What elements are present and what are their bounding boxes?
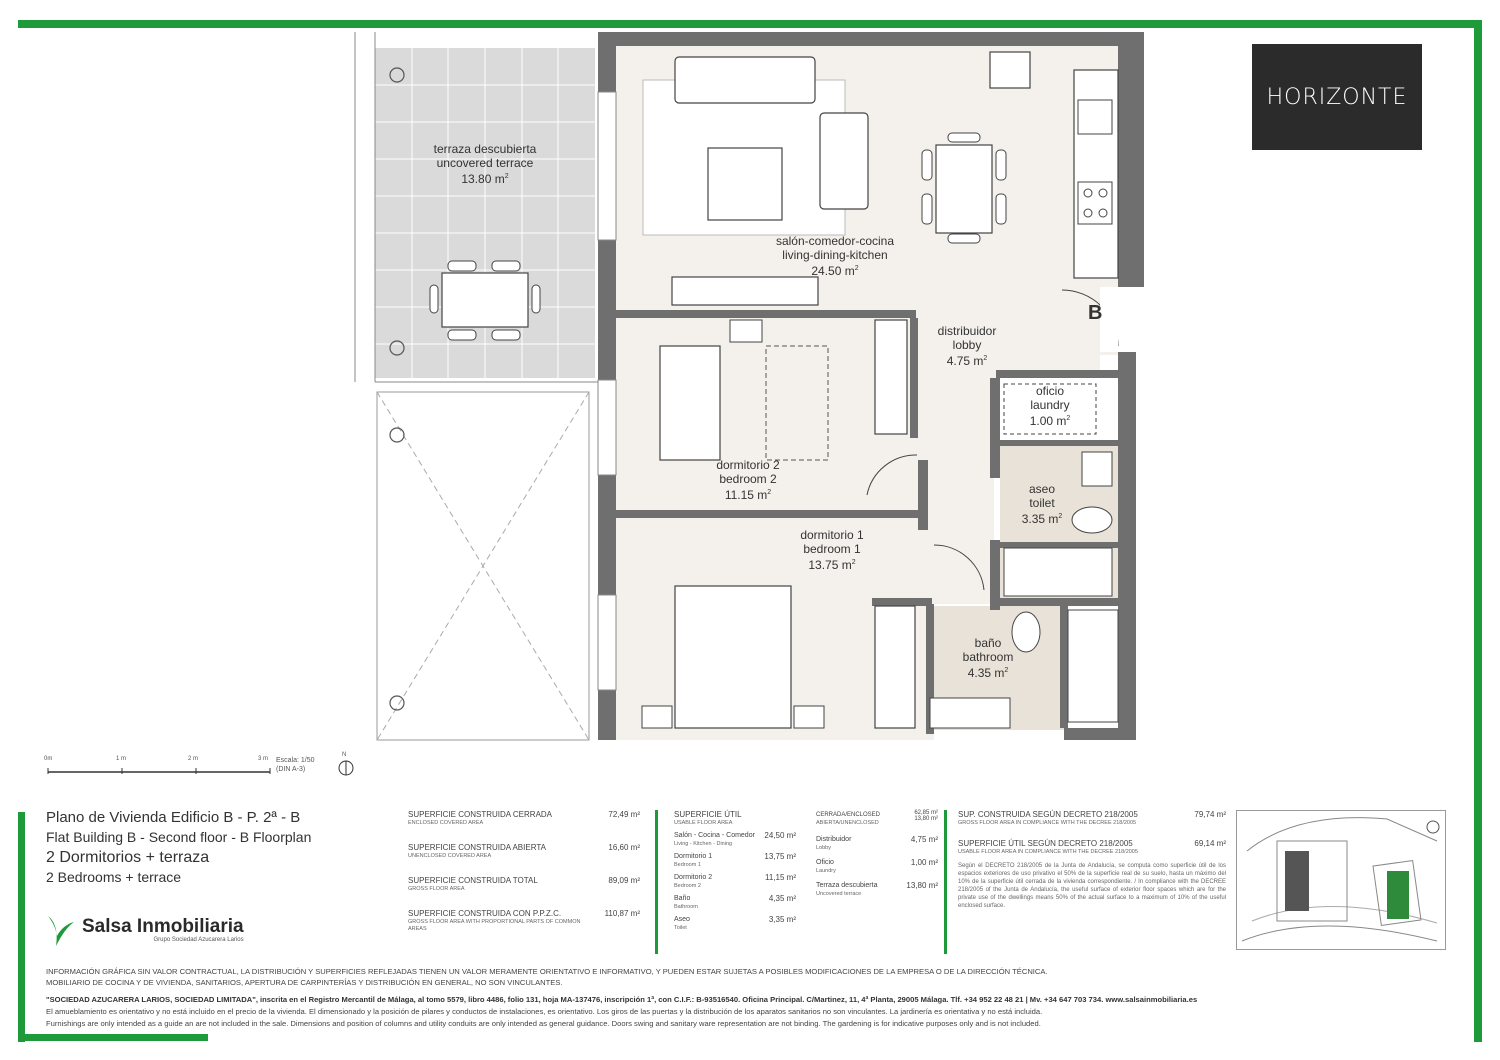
divider [655,810,658,954]
wardrobe-1 [875,606,915,728]
nightstand [794,706,824,728]
bathroom-vanity [930,698,1010,728]
company-info: "SOCIEDAD AZUCARERA LARIOS, SOCIEDAD LIMITADA", inscrita en el Registro Mercantil de Málaga, al tomo 5579, libro 4486, folio 131, hoja MA-137476, inscripción 1ª, con C.I.F.: B-93516540. Oficina Principal. C/Martinez, 11, 4ª Planta, 29005 Málaga. Tlf. +34 952 22 48 21 | Mv. +34 647 703 734. www.salsainmobiliaria.es [46,995,1198,1004]
horizonte-logo: HORIZONTE [1252,44,1422,150]
lobby-label: distribuidor lobby 4.75 $m^2$ [937,324,997,368]
coffee-table [708,148,782,220]
bathroom-label: baño bathroom 4.35 $m^2$ [962,636,1014,680]
shower-tray [1004,548,1112,596]
building-a [1285,851,1309,911]
divider [944,810,947,954]
toilet-bowl-icon [1072,507,1112,533]
sofa [675,57,815,103]
disclaimer-line: MOBILIARIO DE COCINA Y DE VIVIENDA, SANITARIOS, APERTURA DE CARPINTERÍAS Y DISTRIBUCIÓN EN GENERAL, NO SON VINCULANTES. [46,978,563,987]
company-brand: Salsa Inmobiliaria Grupo Sociedad Azucarera Larios [42,912,244,948]
title-block: Plano de Vivienda Edificio B - P. 2ª - B Flat Building B - Second floor - B Floorplan 2 Dormitorios + terraza 2 Bedrooms + terrace [46,809,312,885]
north-arrow-icon [1427,821,1439,833]
entrance-opening [1100,287,1118,352]
windows [598,92,616,690]
disclaimer-line: El amueblamiento es orientativo y no está incluido en el precio de la vivienda. El dimensionado y la posición de pilares y conductos de instalaciones, es orientativo. Los giros de las puertas y la distribución de los aparatos sanitarios no son vinculantes. La jardinería es orientativa y no está incluida. [46,1007,1043,1016]
toilet-label: aseo toilet 3.35 $m^2$ [1021,482,1063,526]
toilet-sink-icon [1082,452,1112,486]
sideboard [672,277,818,305]
living-label: salón-comedor-cocina living-dining-kitchen 24.50 $m^2$ [775,234,895,278]
dining-table [936,145,992,233]
bathtub [1068,610,1118,722]
nightstand [730,320,762,342]
hob-icon [1078,182,1112,224]
disclaimer-line: Furnishings are only intended as a guide an are not included in the sale. Dimensions and position of columns and utility conduits are only intended as general guidance. Doors swing and sanitary ware representation are not binding. The gardening is for indicative purposes only and is not included. [46,1019,1041,1028]
wardrobe-2 [875,320,907,434]
frame-bottom-border [18,1034,208,1041]
unit-letter: B [1088,302,1103,324]
decree-surfaces: SUP. CONSTRUIDA SEGÚN DECRETO 218/2005 GROSS FLOOR AREA IN COMPLIANCE WITH THE DECREE 218/2005 79,74 m² SUPERFICIE ÚTIL SEGÚN DECRETO 218/2005 USABLE FLOOR AREA IN COMPLIANCE WITH THE DECREE 218/2005 69,14 m² [958,810,1226,855]
useful-surfaces: SUPERFICIE ÚTIL USABLE FLOOR AREA Salón - Cocina - Comedor Living - Kitchen - Dining 24,50 m² Dormitorio 1 Bedroom 1 13,75 m² Dormitorio 2 Bedroom 2 11,15 m² Baño Bathroom 4,35 m² Aseo Toilet 3,35 m² [674,810,796,931]
site-minimap [1236,810,1446,950]
terrace-label: terraza descubierta uncovered terrace 13.80 $m^2$ [433,142,537,186]
nightstand [642,706,672,728]
terrace-table [442,273,528,327]
bedroom-2-label: dormitorio 2 bedroom 2 11.15 $m^2$ [716,458,780,502]
laundry-label: oficio laundry 1.00 $m^2$ [1029,384,1071,428]
bedroom-1-label: dormitorio 1 bedroom 1 13.75 $m^2$ [800,528,864,572]
bed-1 [675,586,791,728]
built-surfaces: SUPERFICIE CONSTRUIDA CERRADA ENCLOSED COVERED AREA 72,49 m² SUPERFICIE CONSTRUIDA ABIERTA UNENCLOSED COVERED AREA 16,60 m² SUPERFICIE CONSTRUIDA TOTAL GROSS FLOOR AREA 89,09 m² SUPERFICIE CONSTRUIDA CON P.P.Z.C. GROSS FLOOR AREA WITH PROPORTIONAL PARTS OF COMMON AREAS 110,87 m² [408,810,640,932]
bed-2 [660,346,720,460]
frame-left-border [18,812,25,1042]
scale-bar: 0m 1 m 2 m 3 m Escala: 1/50 (DIN A-3) N [44,756,364,786]
north-arrow-icon [336,756,356,778]
decree-note: Según el DECRETO 218/2005 de la Junta de Andalucía, se computa como superficie útil de los espacios exteriores de uso privativo el 50% de la superficie real de su suelo, hasta un máximo del 10% de la superficie útil cerrada de la vivienda correspondiente. / In compliance with the DECREE 218/2005 of the Junta de Andalucía, the useful surface of exterior floor spaces which are for the private use of the dwellings means 50% of the actual surface to a maximum of 10% of the useful enclosed surface. [958,863,1226,909]
leaf-logo-icon [42,912,76,948]
disclaimer-line: INFORMACIÓN GRÁFICA SIN VALOR CONTRACTUAL, LA DISTRIBUCIÓN Y SUPERFICIES REFLEJADAS TIENEN UN VALOR MERAMENTE ORIENTATIVO E INFORMATIVO, Y PUEDEN ESTAR SUJETAS A POSIBLES MODIFICACIONES DE LA EMPRESA O DE LA DIRECCIÓN TÉCNICA. [46,967,1048,976]
fridge [990,52,1030,88]
sink-icon [1078,100,1112,134]
useful-surfaces-2: CERRADA/ENCLOSED ABIERTA/UNENCLOSED 62,85 m² 13,80 m² Distribuidor Lobby 4,75 m² Oficio Laundry 1,00 m² Terraza descubierta Uncovered terrace 13,80 m² [816,810,938,897]
building-b-highlight [1387,871,1409,919]
armchair [820,113,868,209]
